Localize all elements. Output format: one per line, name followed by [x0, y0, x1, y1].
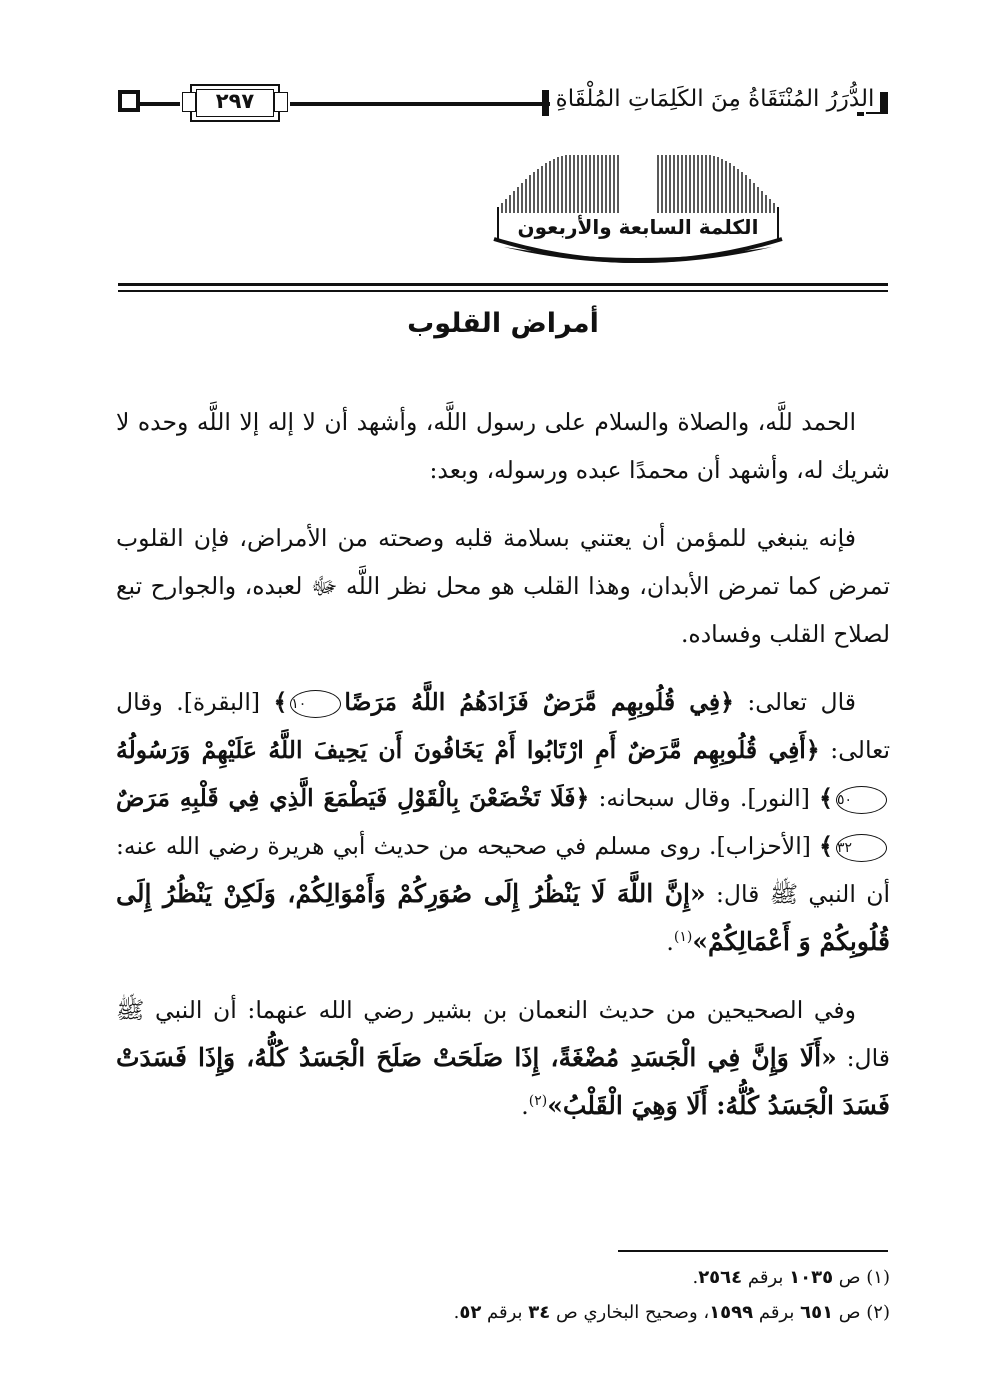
- header-square-outline: [118, 90, 140, 112]
- quran-bracket: ﴾: [273, 688, 288, 716]
- ayah-number: ٥٠: [836, 786, 887, 814]
- paragraph-hadith-heart: [116, 986, 890, 1130]
- surah-reference: [النور]. وقال سبحانه:: [589, 784, 820, 812]
- text-span: .: [692, 1267, 699, 1288]
- page-number: ٢٩٧: [215, 89, 255, 113]
- page-ref: ٣٤: [528, 1302, 551, 1323]
- text-span: (١) ص: [833, 1267, 890, 1288]
- page-number-frame: [180, 84, 290, 122]
- text-span: وفي الصحيحين من حديث النعمان بن بشير رضي الله عنهما: أن النبي ﷺ قال:: [116, 996, 890, 1072]
- footnote-1: [300, 1260, 890, 1295]
- text-span: برقم: [753, 1302, 801, 1323]
- text-span: ، وصحيح البخاري ص: [550, 1302, 710, 1323]
- footnote-separator: [618, 1250, 888, 1252]
- hadith-number: ٥٢: [459, 1302, 482, 1323]
- section-title: أمراض القلوب: [407, 308, 599, 339]
- header-bar-ornament: [542, 90, 549, 116]
- hadith-number: ١٥٩٩: [709, 1302, 754, 1323]
- footnote-ref[interactable]: (١): [673, 929, 693, 946]
- quran-quote: ﴿أَفِي قُلُوبِهِم مَّرَضٌ أَمِ ارْتَابُوا أَمْ يَخَافُونَ أَن يَحِيفَ اللَّهُ عَلَيْهِمْ وَرَسُولُهُ: [116, 736, 820, 764]
- divider-thick-line: [118, 283, 888, 286]
- running-header: [118, 84, 888, 124]
- divider-thin-line: [118, 290, 888, 292]
- footnotes: [300, 1260, 890, 1330]
- chapter-title: الكلمة السابعة والأربعون: [517, 215, 759, 239]
- page-ref: ١٠٣٥: [789, 1267, 834, 1288]
- ayah-number: ١٠: [290, 690, 341, 718]
- paragraph-heart-health: فإنه ينبغي للمؤمن أن يعتني بسلامة قلبه وصحته من الأمراض، فإن القلوب تمرض كما تمرض الأبدان، وهذا القلب هو محل نظر اللَّه ﷻ لعبده، والجوارح تبع لصلاح القلب وفساده.: [116, 524, 890, 648]
- ayah-number: ٣٢: [836, 834, 887, 862]
- quran-quote: ﴿فَلَا تَخْضَعْنَ بِالْقَوْلِ فَيَطْمَعَ الَّذِي فِي قَلْبِهِ مَرَضٌ: [116, 784, 590, 812]
- hadith-quote: «إِنَّ اللَّهَ لَا يَنْظُرُ إِلَى صُوَرِكُمْ وَأَمْوَالِكُمْ، وَلَكِنْ يَنْظُرُ إِلَى قُلُوبِكُمْ وَ أَعْمَالِكُمْ»: [116, 879, 890, 956]
- quran-bracket: ﴾: [819, 832, 833, 860]
- footnote-2: [300, 1295, 890, 1330]
- text-span: قال تعالى:: [733, 688, 856, 716]
- footnote-ref[interactable]: (٢): [528, 1093, 548, 1110]
- book-title: الدُّرَرُ المُنْتَقَاةُ مِنَ الكَلِمَاتِ المُلْقَاةِ: [550, 86, 880, 112]
- header-rule-middle: [288, 102, 550, 106]
- surah-reference: [البقرة]. وقال تعالى:: [116, 688, 890, 764]
- hadith-number: ٢٥٦٤: [698, 1267, 743, 1288]
- text-span: برقم: [481, 1302, 529, 1323]
- surah-reference: [الأحزاب]. روى مسلم في صحيحه من حديث أبي هريرة رضي الله عنه: أن النبي ﷺ قال:: [116, 832, 890, 908]
- text-span: برقم: [742, 1267, 790, 1288]
- paragraph-quran-hadith: [116, 678, 890, 966]
- text-span: .: [521, 1092, 529, 1120]
- quran-quote: ﴿فِي قُلُوبِهِم مَّرَضٌ فَزَادَهُمُ اللَّهُ مَرَضًا: [344, 688, 734, 716]
- quran-bracket: ﴾: [819, 784, 833, 812]
- text-span: .: [453, 1302, 460, 1323]
- text-span: .: [666, 928, 674, 956]
- hadith-quote: «أَلَا وَإِنَّ فِي الْجَسَدِ مُضْغَةً، إِذَا صَلَحَتْ صَلَحَ الْجَسَدُ كُلُّهُ، وَإِذَا فَسَدَتْ فَسَدَ الْجَسَدُ كُلُّهُ: أَلَا وَهِيَ الْقَلْبُ»: [116, 1043, 890, 1120]
- paragraph-opening: الحمد للَّه، والصلاة والسلام على رسول اللَّه، وأشهد أن لا إله إلا اللَّه وحده لا شريك له، وأشهد أن محمدًا عبده ورسوله، وبعد:: [116, 408, 890, 484]
- text-span: (٢) ص: [833, 1302, 890, 1323]
- banner-ornament: [490, 155, 786, 270]
- page-ref: ٦٥١: [800, 1302, 834, 1323]
- body-text: [116, 398, 890, 1150]
- chapter-banner: [490, 155, 786, 270]
